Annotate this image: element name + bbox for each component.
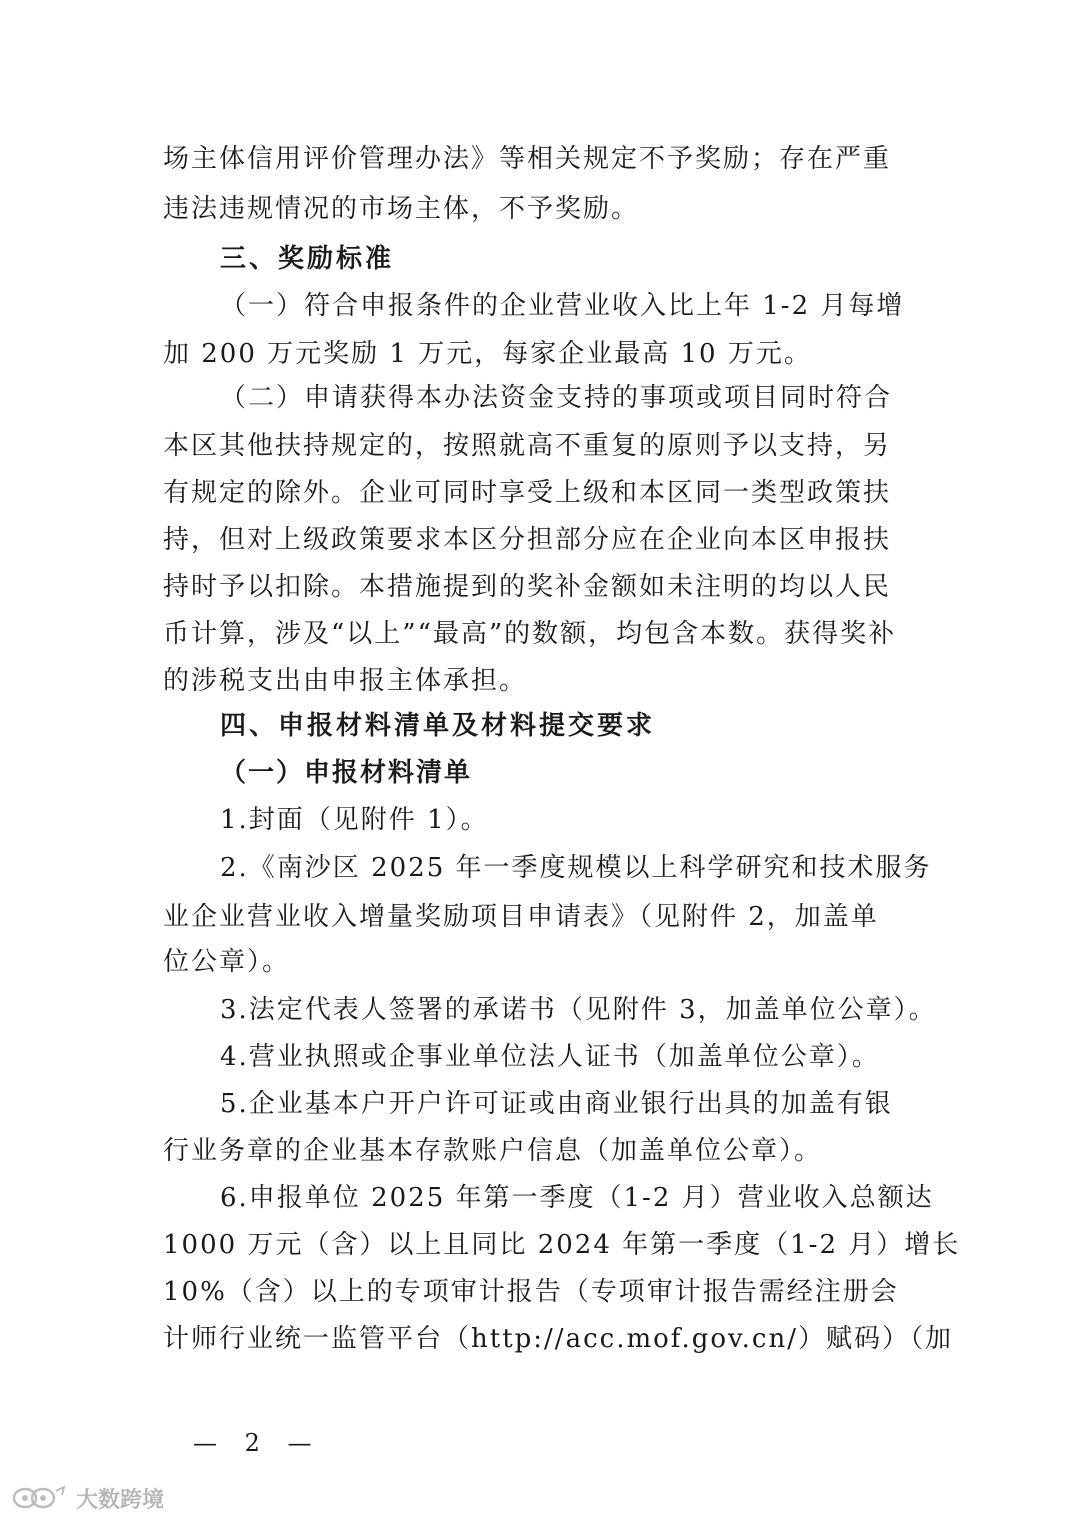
list-item: 2.《南沙区 2025 年一季度规模以上科学研究和技术服务 xyxy=(220,853,932,883)
body-text-line: 币计算，涉及“以上”“最高”的数额，均包含本数。获得奖补 xyxy=(163,619,897,649)
body-text-line: 违法违规情况的市场主体，不予奖励。 xyxy=(163,194,640,224)
section-heading: 三、奖励标准 xyxy=(220,244,395,274)
page-number: — 2 — xyxy=(193,1429,322,1457)
list-item: 5.企业基本户开户许可证或由商业银行出具的加盖有银 xyxy=(220,1089,893,1119)
watermark xyxy=(10,1480,164,1516)
body-text-line: 场主体信用评价管理办法》等相关规定不予奖励；存在严重 xyxy=(163,144,892,174)
body-text-line: 本区其他扶持规定的，按照就高不重复的原则予以支持，另 xyxy=(163,431,892,461)
body-text-line: 行业务章的企业基本存款账户信息（加盖单位公章）。 xyxy=(163,1136,823,1166)
body-text-line: 的涉税支出由申报主体承担。 xyxy=(163,666,528,696)
body-text-line: 1000 万元（含）以上且同比 2024 年第一季度（1-2 月）增长 xyxy=(163,1230,961,1260)
watermark-logo-icon xyxy=(10,1483,70,1513)
list-item: 1.封面（见附件 1）。 xyxy=(220,805,489,835)
sub-heading: （一）申报材料清单 xyxy=(220,758,473,788)
list-item: 3.法定代表人签署的承诺书（见附件 3，加盖单位公章）。 xyxy=(220,995,937,1025)
body-text-line: 持时予以扣除。本措施提到的奖补金额如未注明的均以人民 xyxy=(163,572,892,602)
body-text-line: 业企业营业收入增量奖励项目申请表》（见附件 2，加盖单 xyxy=(163,902,879,932)
watermark-text: 大数跨境 xyxy=(76,1487,165,1513)
list-item: 4.营业执照或企事业单位法人证书（加盖单位公章）。 xyxy=(220,1042,880,1072)
body-text-line: 计师行业统一监管平台（http://acc.mof.gov.cn/）赋码）（加 xyxy=(163,1324,953,1354)
body-text-line: （一）符合申报条件的企业营业收入比上年 1-2 月每增 xyxy=(220,291,905,321)
list-item: 6.申报单位 2025 年第一季度（1-2 月）营业收入总额达 xyxy=(220,1183,934,1213)
body-text-line: （二）申请获得本办法资金支持的事项或项目同时符合 xyxy=(220,383,893,413)
body-text-line: 10%（含）以上的专项审计报告（专项审计报告需经注册会 xyxy=(163,1277,899,1307)
section-heading: 四、申报材料清单及材料提交要求 xyxy=(220,711,656,741)
body-text-line: 有规定的除外。企业可同时享受上级和本区同一类型政策扶 xyxy=(163,478,892,508)
body-text-line: 位公章）。 xyxy=(163,947,291,977)
body-text-line: 加 200 万元奖励 1 万元，每家企业最高 10 万元。 xyxy=(163,339,812,369)
body-text-line: 持，但对上级政策要求本区分担部分应在企业向本区申报扶 xyxy=(163,525,892,555)
